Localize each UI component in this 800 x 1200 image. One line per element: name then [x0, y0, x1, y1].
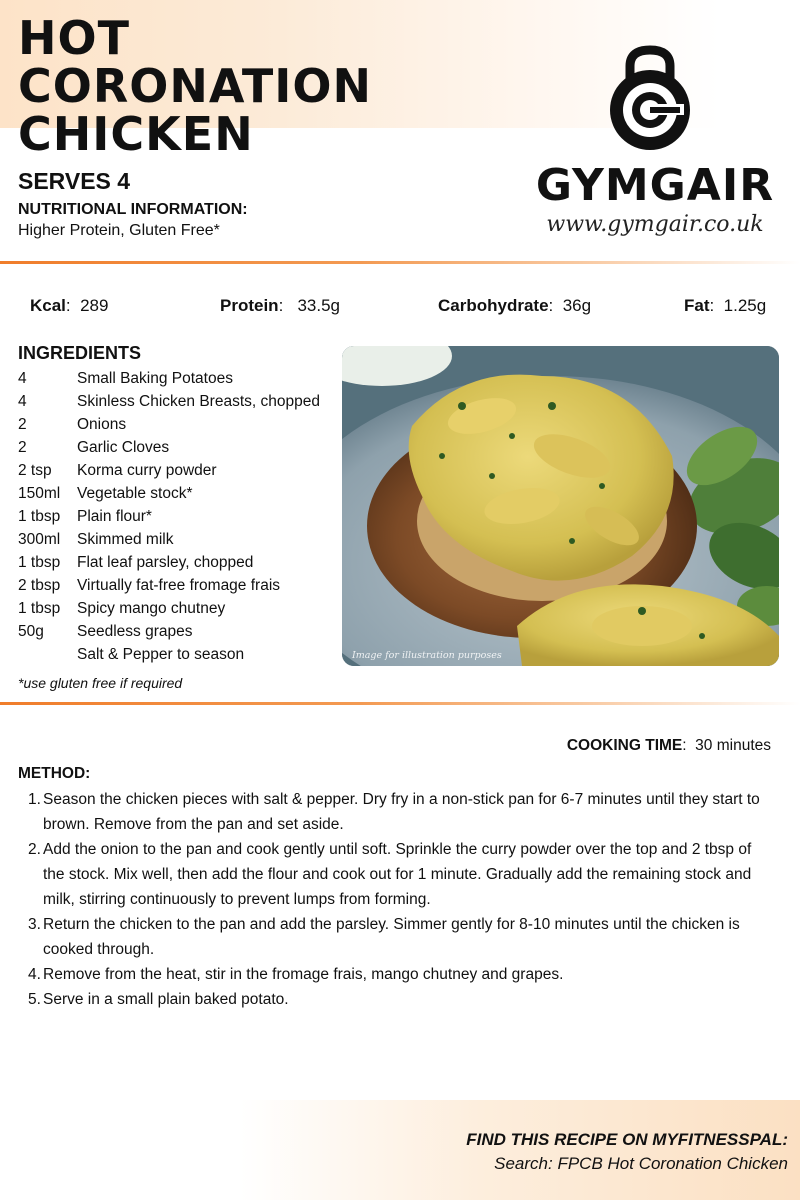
ingredient-qty: 2 tsp	[18, 462, 52, 479]
ingredient-name: Skimmed milk	[77, 531, 174, 548]
nutrition-description: Higher Protein, Gluten Free*	[18, 222, 220, 239]
kettlebell-g-icon	[600, 44, 700, 154]
ingredient-item	[18, 482, 328, 505]
step-text: Add the onion to the pan and cook gently until soft. Sprinkle the curry powder over the top and 2 tbsp of the stock. Mix well, then add the flour and cook out for 1 minute. Gradually add the remaining stock and milk, stirring continuously to prevent lumps from forming.	[43, 841, 752, 908]
ingredient-item	[18, 643, 328, 666]
cooking-time-label: COOKING TIME	[566, 737, 683, 754]
ingredient-name: Small Baking Potatoes	[77, 370, 233, 387]
step-text: Remove from the heat, stir in the fromage frais, mango chutney and grapes.	[43, 966, 564, 983]
ingredient-item	[18, 413, 328, 436]
ingredient-item	[18, 574, 328, 597]
ingredient-name: Spicy mango chutney	[77, 600, 226, 617]
method-step	[28, 987, 776, 1012]
step-number: 4.	[28, 966, 41, 983]
ingredient-qty: 300ml	[18, 531, 61, 548]
ingredient-item	[18, 436, 328, 459]
cooking-time: COOKING TIME: 30 minutes	[566, 737, 771, 754]
serves-count: SERVES 4	[18, 168, 131, 194]
method-step	[28, 962, 776, 987]
ingredient-name: Vegetable stock*	[77, 485, 193, 502]
step-number: 2.	[28, 841, 41, 858]
step-number: 3.	[28, 916, 41, 933]
stat-label: Protein	[220, 296, 279, 315]
step-text: Return the chicken to the pan and add the parsley. Simmer gently for 8-10 minutes until the chicken is cooked through.	[43, 916, 740, 958]
stat-value: 33.5g	[297, 296, 341, 315]
nutrition-heading: NUTRITIONAL INFORMATION:	[18, 201, 248, 218]
ingredient-qty: 2	[18, 439, 27, 456]
ingredient-item	[18, 390, 328, 413]
footer-search-text: Search: FPCB Hot Coronation Chicken	[494, 1154, 788, 1173]
method-step	[28, 787, 776, 837]
ingredient-name: Skinless Chicken Breasts, chopped	[77, 393, 320, 410]
stat-value: 1.25g	[723, 296, 767, 315]
stat-carbohydrate: Carbohydrate: 36g	[438, 296, 592, 315]
ingredient-name: Garlic Cloves	[77, 439, 170, 456]
gluten-free-note: *use gluten free if required	[18, 675, 183, 691]
ingredient-qty: 150ml	[18, 485, 61, 502]
baked-potato-illustration	[342, 346, 779, 666]
ingredient-qty: 1 tbsp	[18, 600, 61, 617]
ingredients-heading: INGREDIENTS	[18, 343, 142, 363]
ingredient-qty: 4	[18, 393, 27, 410]
ingredient-item	[18, 505, 328, 528]
photo-caption: Image for illustration purposes	[352, 650, 502, 661]
stat-label: Kcal	[30, 296, 66, 315]
recipe-title: HOT CORONATION CHICKEN	[18, 11, 373, 161]
cooking-time-value: 30 minutes	[695, 737, 771, 754]
ingredient-qty: 2 tbsp	[18, 577, 61, 594]
recipe-photo	[342, 346, 779, 666]
stat-value: 36g	[562, 296, 592, 315]
ingredient-name: Flat leaf parsley, chopped	[77, 554, 254, 571]
stat-label: Fat	[684, 296, 710, 315]
step-text: Season the chicken pieces with salt & pepper. Dry fry in a non-stick pan for 6-7 minutes until they start to brown. Remove from the pan and set aside.	[43, 791, 760, 833]
ingredient-name: Salt & Pepper to season	[77, 646, 245, 663]
method-steps	[28, 787, 776, 1012]
ingredient-name: Virtually fat-free fromage frais	[77, 577, 281, 594]
divider-top	[0, 261, 800, 264]
step-number: 1.	[28, 791, 41, 808]
stat-fat: Fat: 1.25g	[684, 296, 767, 315]
step-text: Serve in a small plain baked potato.	[43, 991, 289, 1008]
ingredient-name: Korma curry powder	[77, 462, 217, 479]
divider-bottom	[0, 702, 800, 705]
ingredient-item	[18, 528, 328, 551]
ingredient-item	[18, 620, 328, 643]
step-number: 5.	[28, 991, 41, 1008]
footer-band	[0, 1100, 800, 1200]
method-step	[28, 912, 776, 962]
stat-kcal: Kcal: 289	[30, 296, 109, 315]
ingredient-qty: 1 tbsp	[18, 508, 61, 525]
ingredient-item	[18, 551, 328, 574]
ingredient-item	[18, 597, 328, 620]
ingredient-item	[18, 367, 328, 390]
ingredient-item	[18, 459, 328, 482]
ingredient-name: Onions	[77, 416, 127, 433]
brand-name: GYMGAIR	[535, 160, 775, 211]
stat-protein: Protein: 33.5g	[220, 296, 341, 315]
method-heading: METHOD:	[18, 765, 91, 782]
ingredient-qty: 50g	[18, 623, 44, 640]
brand-url[interactable]: www.gymgair.co.uk	[546, 212, 764, 237]
ingredient-name: Seedless grapes	[77, 623, 193, 640]
ingredient-qty: 2	[18, 416, 27, 433]
stat-label: Carbohydrate	[438, 296, 549, 315]
ingredient-qty: 4	[18, 370, 27, 387]
footer-heading: FIND THIS RECIPE ON MYFITNESSPAL:	[466, 1130, 788, 1149]
ingredient-name: Plain flour*	[77, 508, 152, 525]
stat-value: 289	[80, 296, 109, 315]
ingredients-list	[18, 367, 328, 666]
method-step	[28, 837, 776, 912]
ingredient-qty: 1 tbsp	[18, 554, 61, 571]
